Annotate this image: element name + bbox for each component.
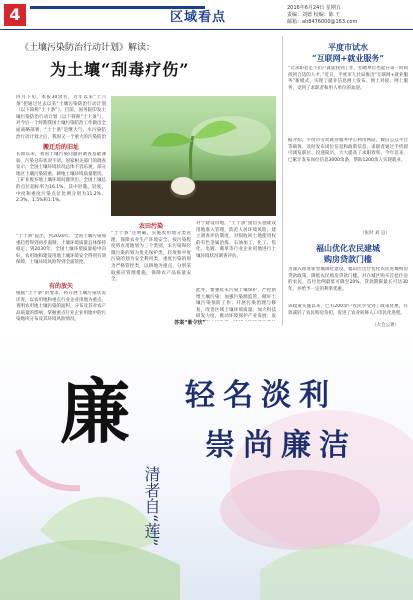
right-paragraph: 该政策实施以来，已有200余户农民享受到了政策优惠，有效减轻了农民购房负担，促进了农业转移人口市民化进程。	[288, 304, 408, 316]
ad-slogan-line1: 轻名淡利	[185, 378, 337, 413]
right-article2-title-line2: 购房贷款门槛	[324, 254, 372, 264]
column-divider	[282, 36, 283, 326]
right-article-title-line1: 平度市试水	[328, 42, 368, 52]
right-paragraph: 为深入推进新型城镇化建设，福山区出台优化农民进城购房贷款政策，降低农民购房贷款门槛。对在城区购买首套住房的农民，首付比例最低可降至20%，贷款期限最长可达30年，并给予一定的利率优惠。	[288, 267, 408, 292]
issue-email: 邮箱：ah8476000@163.com	[287, 19, 358, 25]
right-article2-title-line1: 福山优化农民建城	[316, 243, 380, 253]
issue-editors: 责编：刘德 校编：陈 王	[287, 12, 341, 18]
sprout-illustration	[111, 96, 276, 216]
article-subheading: 农田污染	[138, 223, 163, 230]
article-paragraph: 对于建设用地，“土十条”提出实施建设用地准入管理，防范人居环境风险。建立调查评估制度，对拟收回土地使用权的有色金属冶炼、石油加工、化工、焦化、电镀、制革等行业企业用地进行土壤环境状况调查评估。	[196, 221, 276, 259]
issue-date: 2016年6月24日 星期五	[287, 5, 341, 11]
right-article-title-line2: “互联网+就业服务”	[312, 53, 384, 63]
right-paragraph: 据介绍，平度市劳动就业服务中心利用网站、微信公众平台等载体，及时发布岗位信息和政策信息，求职者通过手机即可浏览职位、投递简历，大大提高了求职效率。今年以来，已累计发布岗位信息3000余条，帮助1200余人实现就业。	[288, 138, 408, 163]
article-paragraph: “土十条”提出，到2020年，全国土壤污染加重趋势得到初步遏制，土壤环境质量总体保持稳定；到2030年，全国土壤环境质量稳中向好，农用地和建设用地土壤环境安全得到有效保障，土壤环境风险得到全面管控。	[16, 234, 106, 266]
sprout-photo	[111, 96, 276, 216]
article-paragraph: 根据“土十条”的要求，将开展土壤污染状况详查，以农用地和重点行业企业用地为重点，查明农用地土壤污染的面积、分布及其对农产品质量的影响；掌握重点行业企业用地中的污染地块分布及其环境风险情况。	[16, 291, 106, 323]
article-paragraph: 此外，要强化未污染土壤保护，严控新增土壤污染；加强污染源监管，做好土壤污染预防工作；开展污染治理与修复，改善区域土壤环境质量；加大科技研发力度，推动环境保护产业发展；发	[196, 288, 276, 320]
photo-caption: 答案“紫令状”	[174, 320, 206, 326]
right-byline: （大会公署）	[372, 323, 399, 328]
right-paragraph: “让求职者足不出户就能找到工作，招聘单位也能在第一时间找到合适的人才。”近日，平度市人社局推出“互联网+就业服务”新模式，实现了就业信息网上发布、网上对接、网上服务，受到了求职者和用人单位的欢迎。	[288, 66, 408, 91]
section-title: 区域看点	[170, 10, 227, 25]
header-rule	[0, 29, 413, 30]
ad-slogan-line2: 崇尚廉洁	[205, 428, 357, 463]
ad-vertical-text: 清者自“莲”	[142, 466, 161, 547]
article-subheading: 有的放矢	[48, 283, 73, 290]
article-kicker: 《土壤污染防治行动计划》解读：	[20, 43, 156, 53]
article-headline: 为土壤“刮毒疗伤”	[50, 60, 190, 79]
ad-big-character: 廉	[60, 370, 130, 453]
issue-meta	[287, 5, 407, 26]
article-paragraph: “土十条”还明确，实施农用地分类管理，保障农业生产环境安全。按污染程度将农用地划为三个类别，未污染和轻微污染的划为优先保护类，轻度和中度污染的划为安全利用类，重度污染的划为严格管控类，以耕地为重点，分别采取相应管理措施，保障农产品质量安全。	[111, 231, 191, 283]
integrity-ad	[0, 330, 413, 600]
right-byline: （张时 刘 总）	[360, 231, 390, 236]
article-paragraph: 长期以来，我国土壤污染问题的调查基础薄弱，污染分布状况不清。国家相关部门的调查显示，全国土壤环境状况总体不容乐观，部分地区土壤污染较重，耕地土壤环境质量堪忧，工矿业废弃地土壤环境问题突出。全国土壤总的点位超标率为16.1%，其中轻微、轻度、中度和重度污染点位比例分别为11.2%、2.3%、1.5%和1.1%。	[16, 152, 106, 204]
article-paragraph: 四月下旬，本报30余名，近年以来“土六条”把通过过去以来“土壤污染防治行动计划（以下简称“土十条”）。目前，国务院印发土壤污染防治行动计划（以下简称“土十条”），对今后一个时期我国土壤污染防治工作做出全面战略部署。“土十条”是继大气、水污染防治行动计划之后，我国又一个重大的污染防治	[16, 95, 106, 140]
page-header	[0, 0, 413, 30]
page-number: 4	[4, 4, 26, 26]
article-subheading: 搬迁后的旧址	[42, 144, 79, 151]
